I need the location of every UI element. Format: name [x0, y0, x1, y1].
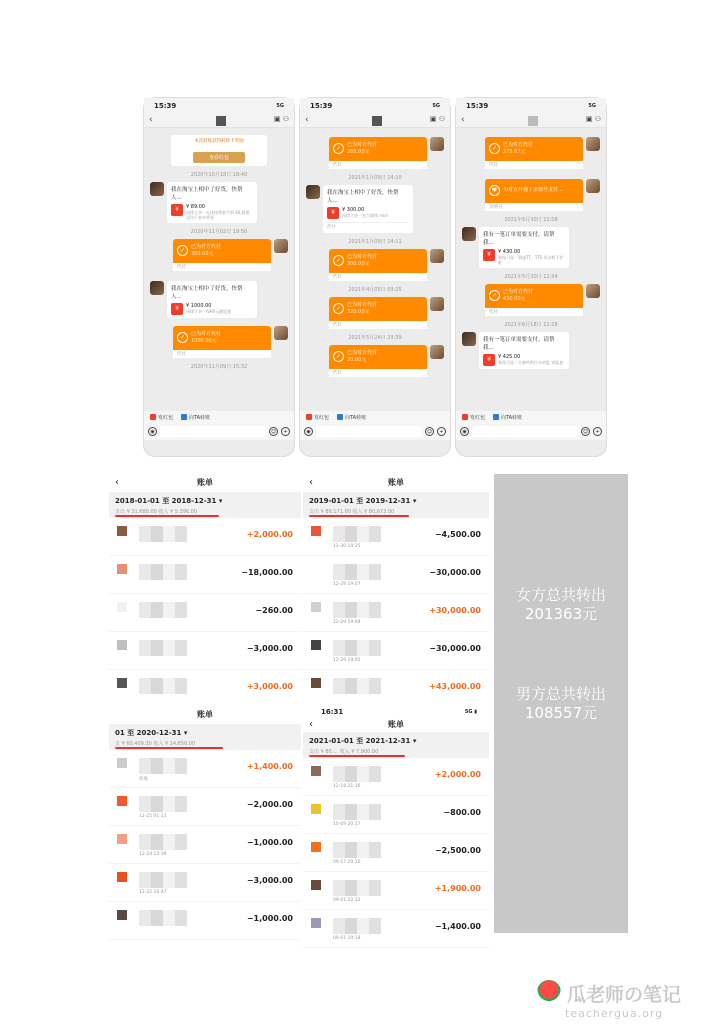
send-red-packet-button[interactable]: 发红包	[150, 414, 173, 421]
chat-screenshot-3	[455, 97, 607, 457]
paid-check-icon: ✓	[333, 303, 344, 314]
transaction-row[interactable]	[109, 788, 301, 826]
transaction-row[interactable]	[303, 910, 489, 948]
bill-screenshot-2021	[303, 706, 489, 941]
chat-message	[462, 284, 600, 316]
transaction-amount: −3,000.00	[246, 644, 293, 653]
chat-timestamp: 2021年5月24日 23:39	[348, 335, 402, 341]
transaction-row[interactable]	[303, 670, 489, 708]
chat-timestamp: 2021年1月09日 14:10	[348, 175, 402, 181]
paid-check-icon: ✓	[177, 332, 188, 343]
transaction-row[interactable]	[303, 594, 489, 632]
transaction-amount: −2,500.00	[434, 846, 481, 855]
transaction-time: 12-25 01:11	[139, 814, 167, 819]
redacted-contact-name	[528, 116, 538, 126]
heart-icon: ♥	[489, 185, 500, 196]
status-bar	[144, 98, 294, 114]
chat-message	[306, 297, 444, 329]
coupon-text: 本次转账获得转转卡奖励	[194, 139, 244, 144]
taobao-pay-icon: ¥	[483, 249, 495, 261]
transaction-time: 12-29 19:07	[333, 582, 361, 587]
taobao-pay-icon: ¥	[171, 303, 183, 315]
profile-icon[interactable]: ▣ ⚇	[429, 115, 445, 123]
chat-message	[150, 326, 288, 358]
bill-title: 账单	[388, 478, 404, 487]
redacted-avatar	[311, 564, 321, 574]
transaction-amount: −18,000.00	[241, 568, 293, 577]
redacted-avatar	[117, 526, 127, 536]
bill-title: 账单	[197, 478, 213, 487]
chat-message	[150, 239, 288, 271]
transaction-amount: −800.00	[443, 808, 481, 817]
status-time: 15:39	[310, 102, 333, 110]
status-bar	[456, 98, 606, 114]
transaction-row[interactable]	[109, 518, 301, 556]
taobao-pay-icon: ¥	[171, 204, 183, 216]
paid-check-icon: ✓	[333, 351, 344, 362]
transaction-amount: −1,000.00	[246, 838, 293, 847]
date-range-filter[interactable]: 01 至 2020-12-31 ▾ 支 ¥ 60,409.30 收入 ¥ 14,656.00	[109, 724, 301, 750]
redacted-avatar	[117, 564, 127, 574]
chat-message	[462, 332, 600, 369]
avatar[interactable]	[462, 332, 476, 346]
transaction-time: 12-24 13:39	[139, 852, 167, 857]
chat-timestamp: 2020年11月09日 15:32	[190, 364, 248, 370]
avatar[interactable]	[274, 239, 288, 253]
redacted-avatar	[117, 640, 127, 650]
transaction-row[interactable]	[303, 834, 489, 872]
bill-summary: 支出 ¥ 89,171.00 收入 ¥ 80,673.00	[309, 509, 395, 515]
family-pay-card[interactable]: ♥ 为对方开通了亲情号支付... 亲情号	[485, 179, 583, 211]
bill-screenshot-2018	[109, 474, 301, 704]
paid-check-icon: ✓	[333, 255, 344, 266]
highlight-underline	[115, 747, 223, 749]
message-input[interactable]	[472, 426, 578, 437]
chat-message	[462, 227, 600, 268]
chat-message	[306, 249, 444, 281]
avatar[interactable]	[306, 185, 320, 199]
avatar[interactable]	[586, 284, 600, 298]
chat-timestamp: 2021年4月05日 03:25	[348, 287, 402, 293]
redacted-name	[333, 564, 381, 580]
back-icon[interactable]: ‹	[305, 115, 309, 125]
watermark	[537, 980, 717, 1020]
paid-card[interactable]: ✓ 已为对方代付 300.00元 代付	[173, 239, 271, 271]
redacted-name	[139, 834, 187, 850]
redacted-name	[333, 842, 381, 858]
redacted-name	[333, 804, 381, 820]
chat-message-list	[144, 129, 294, 409]
paid-card[interactable]: ✓ 已为对方代付 1000.00元 代付	[173, 326, 271, 358]
chat-nav-bar	[456, 114, 606, 128]
avatar[interactable]	[430, 297, 444, 311]
chat-timestamp: 2020年11月02日 19:50	[190, 229, 248, 235]
redacted-name	[139, 678, 187, 694]
avatar[interactable]	[430, 345, 444, 359]
date-range: 2019-01-01 至 2019-12-31	[309, 497, 411, 505]
plus-icon[interactable]: +	[437, 427, 446, 436]
paid-card[interactable]: ✓ 已为对方代付 320.00元 代付	[329, 297, 427, 329]
transaction-row[interactable]	[109, 632, 301, 670]
message-input[interactable]	[316, 426, 422, 437]
send-red-packet-button[interactable]: 发红包	[462, 414, 485, 421]
back-icon[interactable]: ‹	[115, 477, 119, 488]
transaction-amount: +30,000.00	[429, 606, 481, 615]
transaction-row[interactable]	[109, 902, 301, 940]
bill-title: 账单	[388, 720, 404, 729]
bill-header	[303, 718, 489, 732]
payment-request-card[interactable]: 我在淘宝上相中了好货，快帮人... ¥ ¥ 300.00 同律立享一充当调钱 mini 代付	[323, 185, 413, 233]
redacted-name	[333, 880, 381, 896]
transaction-amount: −30,000.00	[429, 644, 481, 653]
avatar[interactable]	[586, 179, 600, 193]
taobao-pay-icon: ¥	[327, 207, 339, 219]
chat-message	[150, 281, 288, 318]
transaction-amount: +1,400.00	[246, 762, 293, 771]
payment-request-card[interactable]: 我有一笔订单需要支付，请帮我... ¥ ¥ 425.00 和保卫选一全新特斯拉车钥匙 钥匙套	[479, 332, 569, 369]
transfer-button[interactable]: 向TA转账	[493, 414, 522, 421]
transaction-time: 12-29 19:05	[333, 658, 361, 663]
transaction-row[interactable]	[303, 632, 489, 670]
redacted-name	[333, 918, 381, 934]
redacted-name	[139, 872, 187, 888]
chat-message	[306, 137, 444, 169]
send-red-packet-button[interactable]: 发红包	[306, 414, 329, 421]
quick-actions	[300, 411, 450, 423]
emoji-icon[interactable]: ☺	[582, 429, 589, 435]
transaction-row[interactable]	[109, 670, 301, 708]
date-range-filter[interactable]: 2019-01-01 至 2019-12-31 ▾ 支出 ¥ 89,171.00 收入 ¥ 80,673.00	[303, 492, 489, 518]
signal-indicator: 5G ▮	[464, 709, 477, 715]
transaction-time: 转账	[139, 777, 148, 782]
watermark-name: 瓜老师の笔记	[567, 984, 682, 1006]
redacted-avatar	[117, 796, 127, 806]
transaction-time: 12-18 21:16	[333, 784, 361, 789]
chat-nav-bar	[144, 114, 294, 128]
bill-screenshot-2019	[303, 474, 489, 704]
transaction-time: 09-01 22:32	[333, 898, 361, 903]
transaction-amount: −30,000.00	[429, 568, 481, 577]
redacted-name	[333, 678, 381, 694]
back-icon[interactable]: ‹	[309, 477, 313, 488]
bill-header	[303, 474, 489, 492]
redacted-name	[333, 766, 381, 782]
avatar[interactable]	[462, 227, 476, 241]
redacted-avatar	[311, 678, 321, 688]
transaction-row[interactable]	[109, 594, 301, 632]
watermelon-logo-icon	[537, 980, 561, 1004]
signal-indicator: 5G	[432, 103, 440, 109]
redacted-avatar	[311, 640, 321, 650]
paid-card[interactable]: ✓ 已为对方代付 20.00元 代付	[329, 345, 427, 377]
redacted-avatar	[311, 766, 321, 776]
chat-timestamp: 2021年5月30日 12:54	[504, 274, 558, 280]
transaction-time: 12-30 10:25	[333, 544, 361, 549]
plus-icon[interactable]: +	[281, 427, 290, 436]
bill-screenshot-2020	[109, 706, 301, 933]
paid-card[interactable]: ✓ 已为对方代付 430.00元 代付	[485, 284, 583, 316]
chat-timestamp: 2021年5月30日 11:58	[504, 217, 558, 223]
signal-indicator: 5G	[588, 103, 596, 109]
paid-check-icon: ✓	[489, 290, 500, 301]
transaction-time: 10-09 20:17	[333, 822, 361, 827]
highlight-underline	[309, 755, 405, 757]
redacted-name	[333, 602, 381, 618]
transaction-amount: −2,000.00	[246, 800, 293, 809]
coupon-card[interactable]	[171, 135, 267, 166]
avatar[interactable]	[586, 137, 600, 151]
chat-timestamp: 2021年6月18日 11:28	[504, 322, 558, 328]
redacted-contact-name	[372, 116, 382, 126]
message-input[interactable]	[160, 426, 266, 437]
transaction-amount: +3,000.00	[246, 682, 293, 691]
bill-header	[109, 706, 301, 724]
highlight-underline	[115, 515, 219, 517]
chat-input-bar	[300, 423, 450, 440]
bill-title: 账单	[197, 710, 213, 719]
redacted-avatar	[311, 804, 321, 814]
quick-actions	[456, 411, 606, 423]
chat-screenshot-2	[299, 97, 451, 457]
transaction-row[interactable]	[109, 864, 301, 902]
redacted-name	[139, 796, 187, 812]
female-total: 女方总共转出 201363元	[515, 586, 606, 623]
status-time: 15:39	[154, 102, 177, 110]
status-bar	[300, 98, 450, 114]
transaction-time: 12-29 19:08	[333, 620, 361, 625]
chat-screenshot-1	[143, 97, 295, 457]
paid-card[interactable]: ✓ 已为对方代付 300.00元 代付	[329, 249, 427, 281]
date-range: 2021-01-01 至 2021-12-31	[309, 737, 411, 745]
redacted-avatar	[117, 872, 127, 882]
transaction-row[interactable]	[109, 826, 301, 864]
date-range: 2018-01-01 至 2018-12-31	[115, 497, 217, 505]
transaction-row[interactable]	[303, 556, 489, 594]
date-range: 01 至 2020-12-31	[115, 729, 182, 737]
chat-message	[150, 182, 288, 223]
redacted-avatar	[117, 602, 127, 612]
redacted-name	[139, 910, 187, 926]
paid-check-icon: ✓	[177, 245, 188, 256]
transaction-amount: +43,000.00	[429, 682, 481, 691]
transaction-time: 09-17 20:20	[333, 860, 361, 865]
chat-message	[306, 185, 444, 233]
bill-summary: 支出 ¥ 31,680.00 收入 ¥ 5,396.00	[115, 509, 198, 515]
transfer-button[interactable]: 向TA转账	[181, 414, 210, 421]
redacted-name	[139, 640, 187, 656]
redacted-avatar	[117, 678, 127, 688]
redacted-name	[139, 758, 187, 774]
redacted-avatar	[311, 602, 321, 612]
chat-message	[462, 179, 600, 211]
view-red-packet-button[interactable]: 查看红包	[193, 152, 245, 163]
summary-panel	[494, 474, 628, 933]
chat-message	[306, 345, 444, 377]
paid-check-icon: ✓	[489, 143, 500, 154]
watermark-url: teachergua.org	[565, 1007, 664, 1020]
chat-message	[462, 137, 600, 169]
chat-input-bar	[456, 423, 606, 440]
transaction-amount: +2,000.00	[246, 530, 293, 539]
payment-request-card[interactable]: 我在淘宝上相中了好货，快帮人... ¥ ¥ 89.00 同律立享一无线按摩套手机 46,路源适用于安卓苹果	[167, 182, 257, 223]
transaction-row[interactable]	[303, 758, 489, 796]
transaction-row[interactable]	[109, 750, 301, 788]
profile-icon[interactable]: ▣ ⚇	[273, 115, 289, 123]
voice-icon[interactable]: ◉	[148, 427, 157, 436]
emoji-icon[interactable]: ☺	[426, 429, 433, 435]
redacted-avatar	[311, 526, 321, 536]
transaction-amount: −4,500.00	[434, 530, 481, 539]
transaction-amount: −260.00	[255, 606, 293, 615]
highlight-underline	[309, 515, 409, 517]
paid-card[interactable]: ✓ 已为对方代付 265.00元 代付	[329, 137, 427, 169]
redacted-contact-name	[216, 116, 226, 126]
payment-request-card[interactable]: 我在淘宝上相中了好货，快帮人... ¥ ¥ 1000.00 同律立享一iVAR元额度要	[167, 281, 257, 318]
avatar[interactable]	[430, 249, 444, 263]
chat-timestamp: 2020年10月18日 18:40	[190, 172, 248, 178]
transaction-time: 12-22 16:47	[139, 890, 167, 895]
transaction-amount: −3,000.00	[246, 876, 293, 885]
profile-icon[interactable]: ▣ ⚇	[585, 115, 601, 123]
transaction-amount: +2,000.00	[434, 770, 481, 779]
redacted-avatar	[311, 880, 321, 890]
plus-icon[interactable]: +	[593, 427, 602, 436]
quick-actions	[144, 411, 294, 423]
redacted-name	[333, 640, 381, 656]
payment-request-card[interactable]: 我有一笔订单需要支付，请帮我... ¥ ¥ 430.00 和保卫选一奥迪TT，TTS 发动机下护板	[479, 227, 569, 268]
emoji-icon[interactable]: ☺	[270, 429, 277, 435]
redacted-avatar	[311, 918, 321, 928]
paid-card[interactable]: ✓ 已为对方代付 275.67元 代付	[485, 137, 583, 169]
status-time: 15:39	[466, 102, 489, 110]
transaction-row[interactable]	[303, 518, 489, 556]
transaction-row[interactable]	[109, 556, 301, 594]
taobao-pay-icon: ¥	[483, 354, 495, 366]
transaction-amount: −1,400.00	[434, 922, 481, 931]
chat-nav-bar	[300, 114, 450, 128]
status-bar	[303, 706, 489, 718]
redacted-name	[139, 602, 187, 618]
voice-icon[interactable]: ◉	[304, 427, 313, 436]
redacted-name	[139, 526, 187, 542]
male-total: 男方总共转出 108557元	[515, 685, 606, 722]
date-range-filter[interactable]: 2018-01-01 至 2018-12-31 ▾ 支出 ¥ 31,680.00 收入 ¥ 5,396.00	[109, 492, 301, 518]
chat-message-list	[456, 129, 606, 409]
back-icon[interactable]: ‹	[309, 719, 313, 730]
redacted-avatar	[117, 758, 127, 768]
redacted-name	[333, 526, 381, 542]
chat-input-bar	[144, 423, 294, 440]
transaction-row[interactable]	[303, 872, 489, 910]
bill-summary: 支出 ¥ 80,... 收入 ¥ 7,900.00	[309, 749, 379, 755]
status-time: 16:31	[321, 708, 344, 716]
transaction-row[interactable]	[303, 796, 489, 834]
bill-summary: 支 ¥ 60,409.30 收入 ¥ 14,656.00	[115, 741, 196, 747]
avatar[interactable]	[274, 326, 288, 340]
bill-header	[109, 474, 301, 492]
transaction-amount: −1,000.00	[246, 914, 293, 923]
redacted-name	[139, 564, 187, 580]
paid-check-icon: ✓	[333, 143, 344, 154]
back-icon[interactable]: ‹	[149, 115, 153, 125]
chat-timestamp: 2021年1月09日 14:11	[348, 239, 402, 245]
date-range-filter[interactable]: 2021-01-01 至 2021-12-31 ▾ 支出 ¥ 80,... 收入 ¥ 7,900.00	[303, 732, 489, 758]
avatar[interactable]	[150, 182, 164, 196]
redacted-avatar	[311, 842, 321, 852]
redacted-avatar	[117, 834, 127, 844]
transaction-time: 09-01 19:18	[333, 936, 361, 941]
back-icon[interactable]: ‹	[461, 115, 465, 125]
signal-indicator: 5G	[276, 103, 284, 109]
avatar[interactable]	[430, 137, 444, 151]
avatar[interactable]	[150, 281, 164, 295]
voice-icon[interactable]: ◉	[460, 427, 469, 436]
transfer-button[interactable]: 向TA转账	[337, 414, 366, 421]
transaction-amount: +1,900.00	[434, 884, 481, 893]
redacted-avatar	[117, 910, 127, 920]
chat-message-list	[300, 129, 450, 409]
